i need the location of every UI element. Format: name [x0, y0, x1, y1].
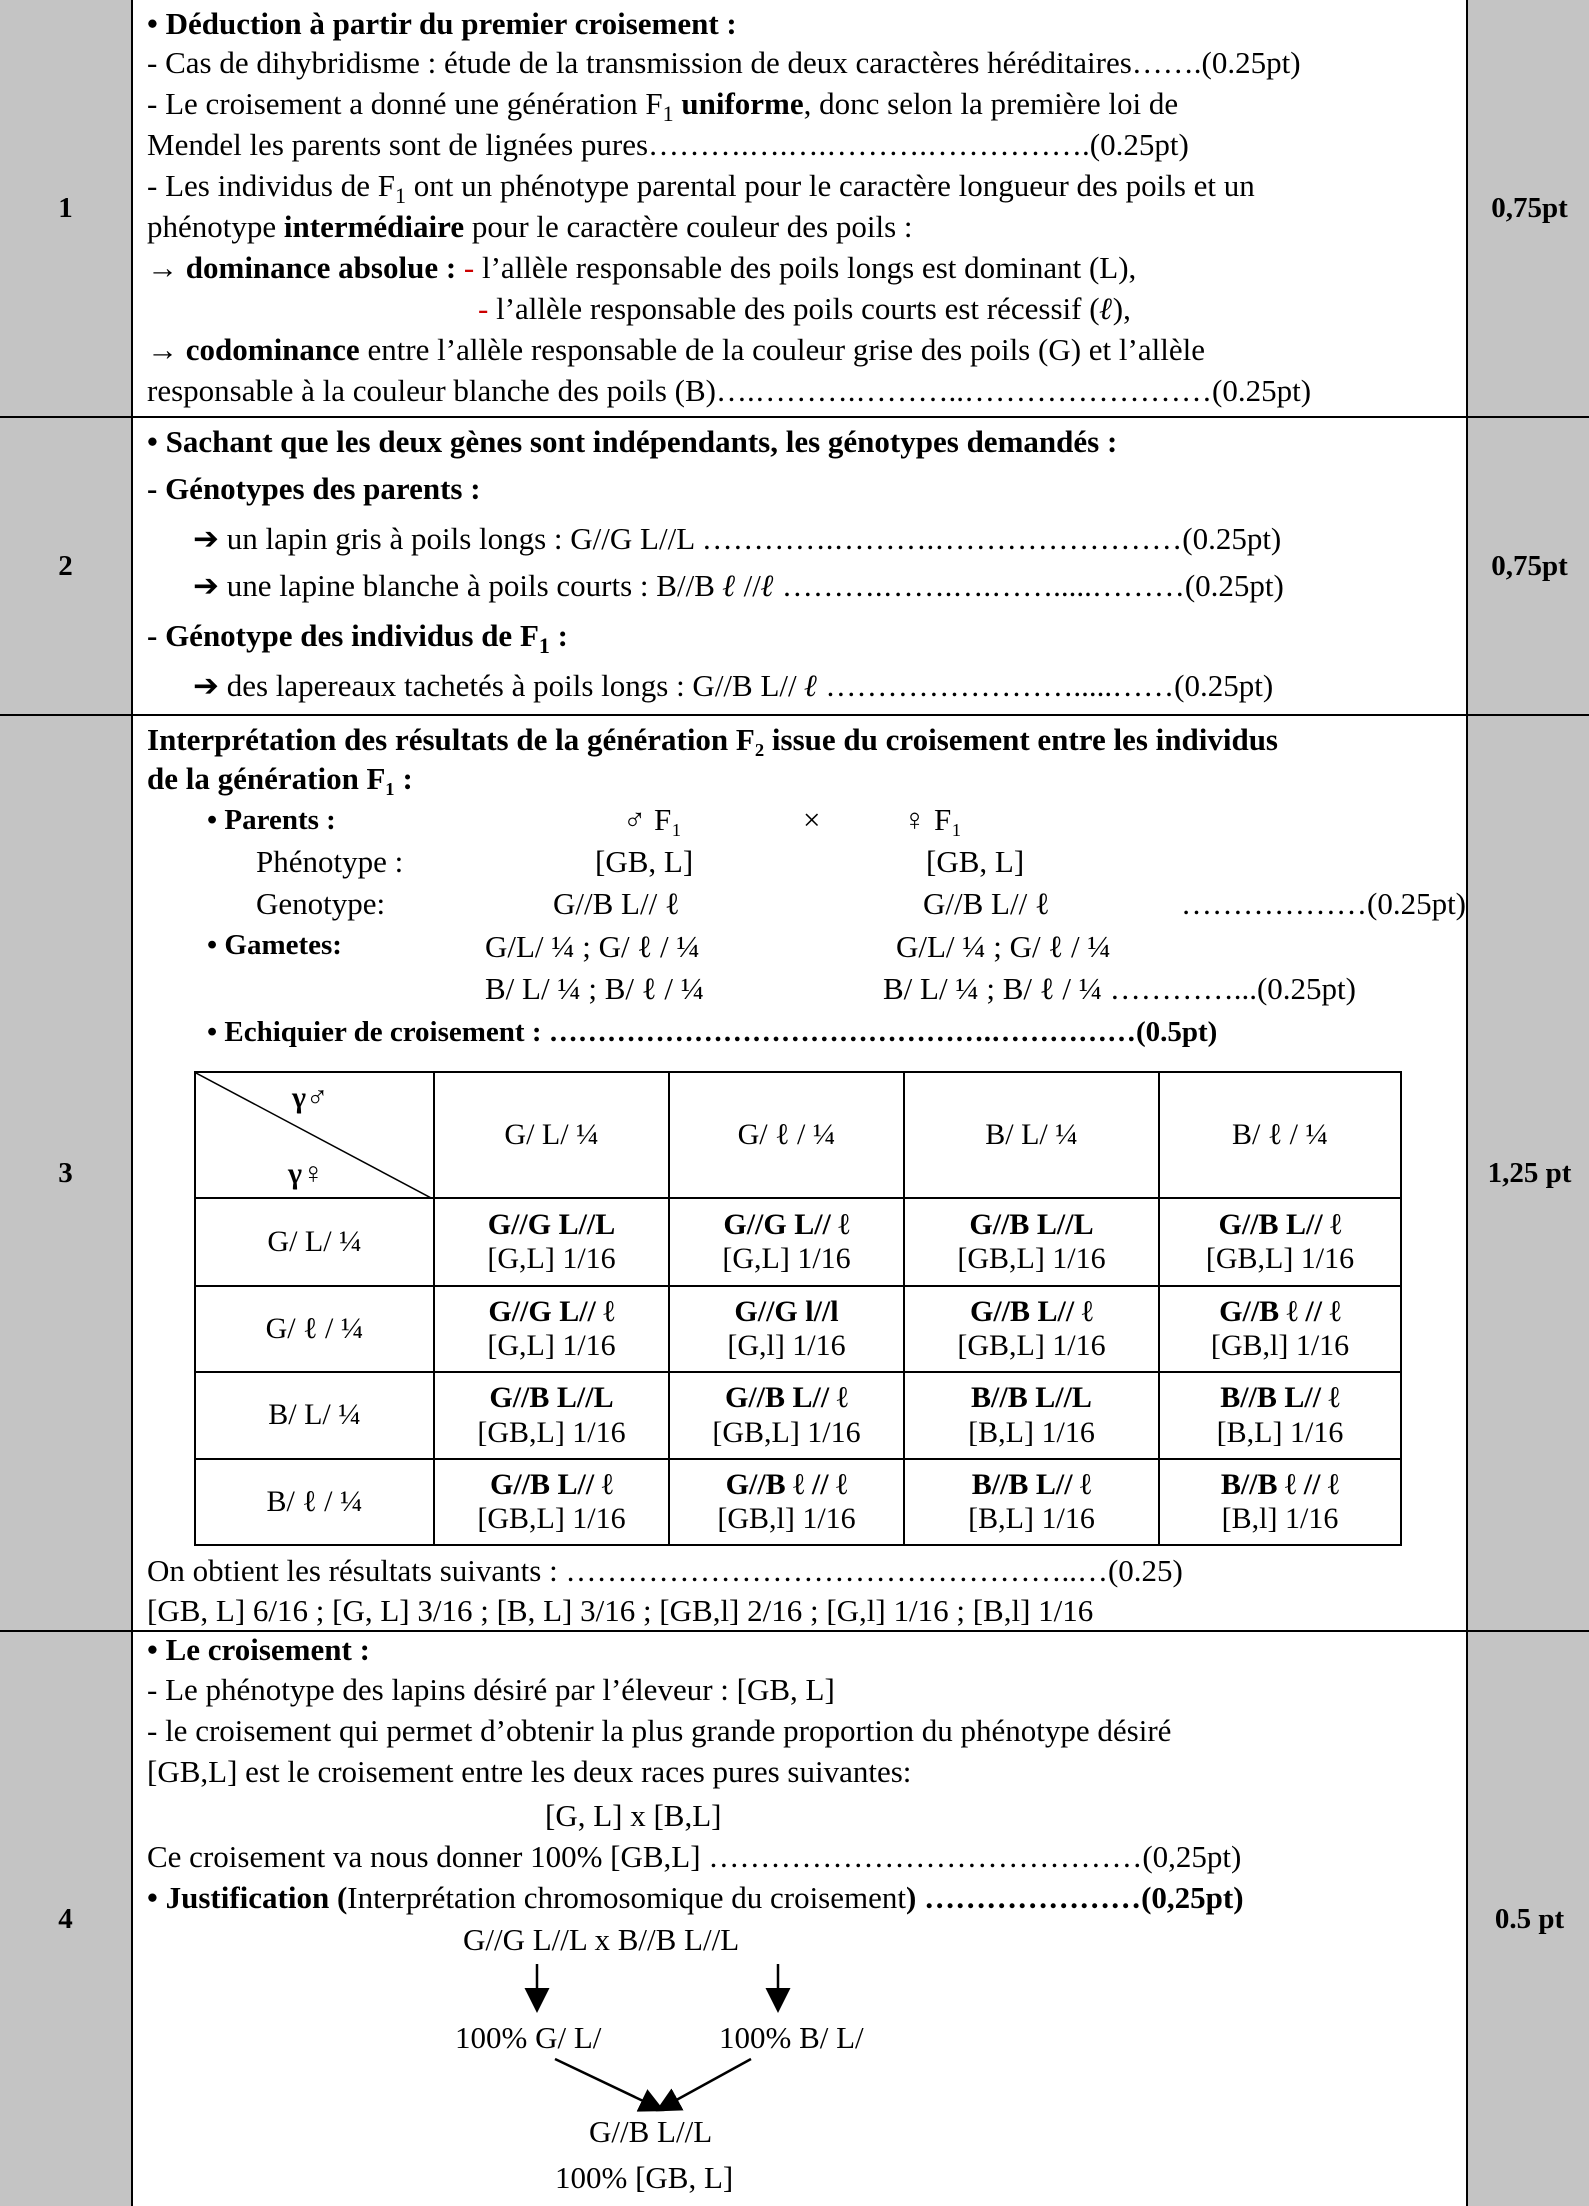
row-header: B/ ℓ / ¼ — [195, 1459, 434, 1545]
question-number: 2 — [0, 418, 133, 714]
q4-justification: • Justification (Interprétation chromosomique du croisement) …………………(0,25pt) — [147, 1880, 1244, 1915]
q4-gamete: 100% G/ L/ — [455, 2020, 602, 2055]
punnett-cell: G//B L// ℓ [GB,L] 1/16 — [904, 1286, 1159, 1372]
genotype-label: Genotype: — [256, 886, 386, 921]
phenotype-value: [GB, L] — [595, 844, 694, 879]
punnett-cell: G//G L// ℓ [G,L] 1/16 — [669, 1198, 904, 1286]
gametes-value: B/ L/ ¼ ; B/ ℓ / ¼ — [485, 971, 704, 1006]
q4-line: - le croisement qui permet d’obtenir la plus grande proportion du phénotype désiré — [147, 1713, 1172, 1748]
answer-content — [133, 418, 1466, 714]
q1-line: → dominance absolue : - l’allèle responsable des poils longs est dominant (L), — [147, 250, 1137, 285]
punnett-cell: B//B L// ℓ [B,L] 1/16 — [904, 1459, 1159, 1545]
q1-line: Mendel les parents sont de lignées pures……….….….……….…………….(0.25pt) — [147, 127, 1189, 162]
punnett-cell: G//B L// ℓ [GB,L] 1/16 — [1159, 1198, 1401, 1286]
q1-heading: • Déduction à partir du premier croisement : — [147, 6, 737, 41]
q1-line: → codominance entre l’allèle responsable de la couleur grise des poils (G) et l’allèle — [147, 332, 1205, 367]
q4-line: Ce croisement va nous donner 100% [GB,L] ……………………………………(0,25pt) — [147, 1839, 1242, 1874]
q3-result: On obtient les résultats suivants : …………………………………………..…(0.25) — [147, 1553, 1183, 1588]
echiquier-label: • Echiquier de croisement : ……………………………………….……………(0.5pt) — [207, 1016, 1218, 1048]
q1-line: phénotype intermédiaire pour le caractère couleur des poils : — [147, 209, 913, 244]
q1-line: responsable à la couleur blanche des poils (B)….……….………..……………………(0.25pt) — [147, 373, 1312, 408]
gametes-value: B/ L/ ¼ ; B/ ℓ / ¼ …………...(0.25pt) — [883, 971, 1356, 1006]
q2-line: ➔ une lapine blanche à poils courts : B//B ℓ //ℓ ……….…….….…….....………(0.25pt) — [193, 568, 1284, 603]
female-parent: ♀ F₁ — [903, 802, 963, 837]
row-header: B/ L/ ¼ — [195, 1372, 434, 1459]
female-gamete-label: γ♀ — [288, 1157, 325, 1190]
gametes-value: G/L/ ¼ ; G/ ℓ / ¼ — [485, 929, 700, 964]
punnett-cell: B//B L// ℓ [B,L] 1/16 — [1159, 1372, 1401, 1459]
points: 0.5 pt — [1466, 1632, 1589, 2206]
answer-content — [133, 1632, 1466, 2206]
q4-cross-phenotypes: [G, L] x [B,L] — [545, 1798, 722, 1833]
row-header: G/ L/ ¼ — [195, 1198, 434, 1286]
punnett-cell: G//B L//L [GB,L] 1/16 — [904, 1198, 1159, 1286]
column-header: B/ L/ ¼ — [904, 1072, 1159, 1198]
row-1 — [0, 0, 1589, 416]
punnett-cell: B//B ℓ // ℓ [B,l] 1/16 — [1159, 1459, 1401, 1545]
q3-result: [GB, L] 6/16 ; [G, L] 3/16 ; [B, L] 3/16 ; [GB,l] 2/16 ; [G,l] 1/16 ; [B,l] 1/16 — [147, 1593, 1094, 1628]
q4-f1-genotype: G//B L//L — [589, 2114, 713, 2149]
genotype-value: G//B L// ℓ — [923, 886, 1050, 921]
arrow-merge — [660, 2059, 751, 2109]
question-number: 3 — [0, 716, 133, 1630]
q2-subheading: - Génotype des individus de $F_1$ : — [147, 618, 568, 659]
column-header: G/ L/ ¼ — [434, 1072, 669, 1198]
q1-line: - l’allèle responsable des poils courts est récessif (ℓ), — [478, 291, 1131, 326]
q4-f1-phenotype: 100% [GB, L] — [555, 2160, 734, 2195]
punnett-cell: B//B L//L [B,L] 1/16 — [904, 1372, 1159, 1459]
question-number: 1 — [0, 0, 133, 416]
row-2 — [0, 418, 1589, 714]
q1-line: - Les individus de $F_1$ ont un phénotype parental pour le caractère longueur des poils et un — [147, 168, 1255, 209]
male-parent: ♂ F₁ — [623, 802, 683, 837]
q4-gamete: 100% B/ L/ — [719, 2020, 864, 2055]
gametes-label: • Gametes: — [207, 929, 342, 961]
question-number: 4 — [0, 1632, 133, 2206]
column-header: G/ ℓ / ¼ — [669, 1072, 904, 1198]
q2-line: ➔ des lapereaux tachetés à poils longs : G//B L// ℓ …………………….....……(0.25pt) — [193, 668, 1274, 703]
phenotype-label: Phénotype : — [256, 844, 404, 879]
q3-heading: Interprétation des résultats de la génération F₂ issue du croisement entre les individus — [147, 722, 1279, 757]
punnett-cell: G//B ℓ // ℓ [GB,l] 1/16 — [669, 1459, 904, 1545]
cross-symbol: × — [803, 802, 821, 837]
arrow-merge — [555, 2059, 660, 2109]
parents-label: • Parents : — [207, 804, 336, 836]
points: 0,75pt — [1466, 0, 1589, 416]
punnett-cell: G//G L//L [G,L] 1/16 — [434, 1198, 669, 1286]
punnett-square — [194, 1071, 1402, 1546]
q1-line: - Cas de dihybridisme : étude de la transmission de deux caractères héréditaires…….(0.25pt) — [147, 45, 1301, 80]
punnett-cell: G//B ℓ // ℓ [GB,l] 1/16 — [1159, 1286, 1401, 1372]
punnett-cell: G//B L//L [GB,L] 1/16 — [434, 1372, 669, 1459]
corner-cell — [195, 1072, 434, 1198]
q3-heading: de la génération F₁ : — [147, 761, 413, 796]
column-header: B/ ℓ / ¼ — [1159, 1072, 1401, 1198]
phenotype-value: [GB, L] — [926, 844, 1025, 879]
punnett-cell: G//G l//l [G,l] 1/16 — [669, 1286, 904, 1372]
q2-subheading: - Génotypes des parents : — [147, 471, 481, 506]
punnett-cell: G//G L// ℓ [G,L] 1/16 — [434, 1286, 669, 1372]
q4-heading: • Le croisement : — [147, 1632, 370, 1667]
genotype-points: ………………(0.25pt) — [1181, 886, 1467, 921]
points: 0,75pt — [1466, 418, 1589, 714]
male-gamete-label: γ♂ — [292, 1081, 329, 1114]
genotype-value: G//B L// ℓ — [553, 886, 680, 921]
points: 1,25 pt — [1466, 716, 1589, 1630]
q2-line: ➔ un lapin gris à poils longs : G//G L//L ………….……….……………………(0.25pt) — [193, 521, 1282, 556]
q4-line: [GB,L] est le croisement entre les deux races pures suivantes: — [147, 1754, 912, 1789]
punnett-cell: G//B L// ℓ [GB,L] 1/16 — [669, 1372, 904, 1459]
gametes-value: G/L/ ¼ ; G/ ℓ / ¼ — [896, 929, 1111, 964]
q1-line: - Le croisement a donné une génération $F_1$ uniforme, donc selon la première loi de — [147, 86, 1179, 127]
row-header: G/ ℓ / ¼ — [195, 1286, 434, 1372]
punnett-cell: G//B L// ℓ [GB,L] 1/16 — [434, 1459, 669, 1545]
answer-content — [133, 0, 1466, 416]
q4-line: - Le phénotype des lapins désiré par l’éleveur : [GB, L] — [147, 1672, 835, 1707]
cross-arrows — [133, 1632, 1466, 2206]
q2-heading: • Sachant que les deux gènes sont indépendants, les génotypes demandés : — [147, 424, 1118, 459]
row-4 — [0, 1632, 1589, 2206]
q4-cross-genotypes: G//G L//L x B//B L//L — [463, 1922, 740, 1957]
